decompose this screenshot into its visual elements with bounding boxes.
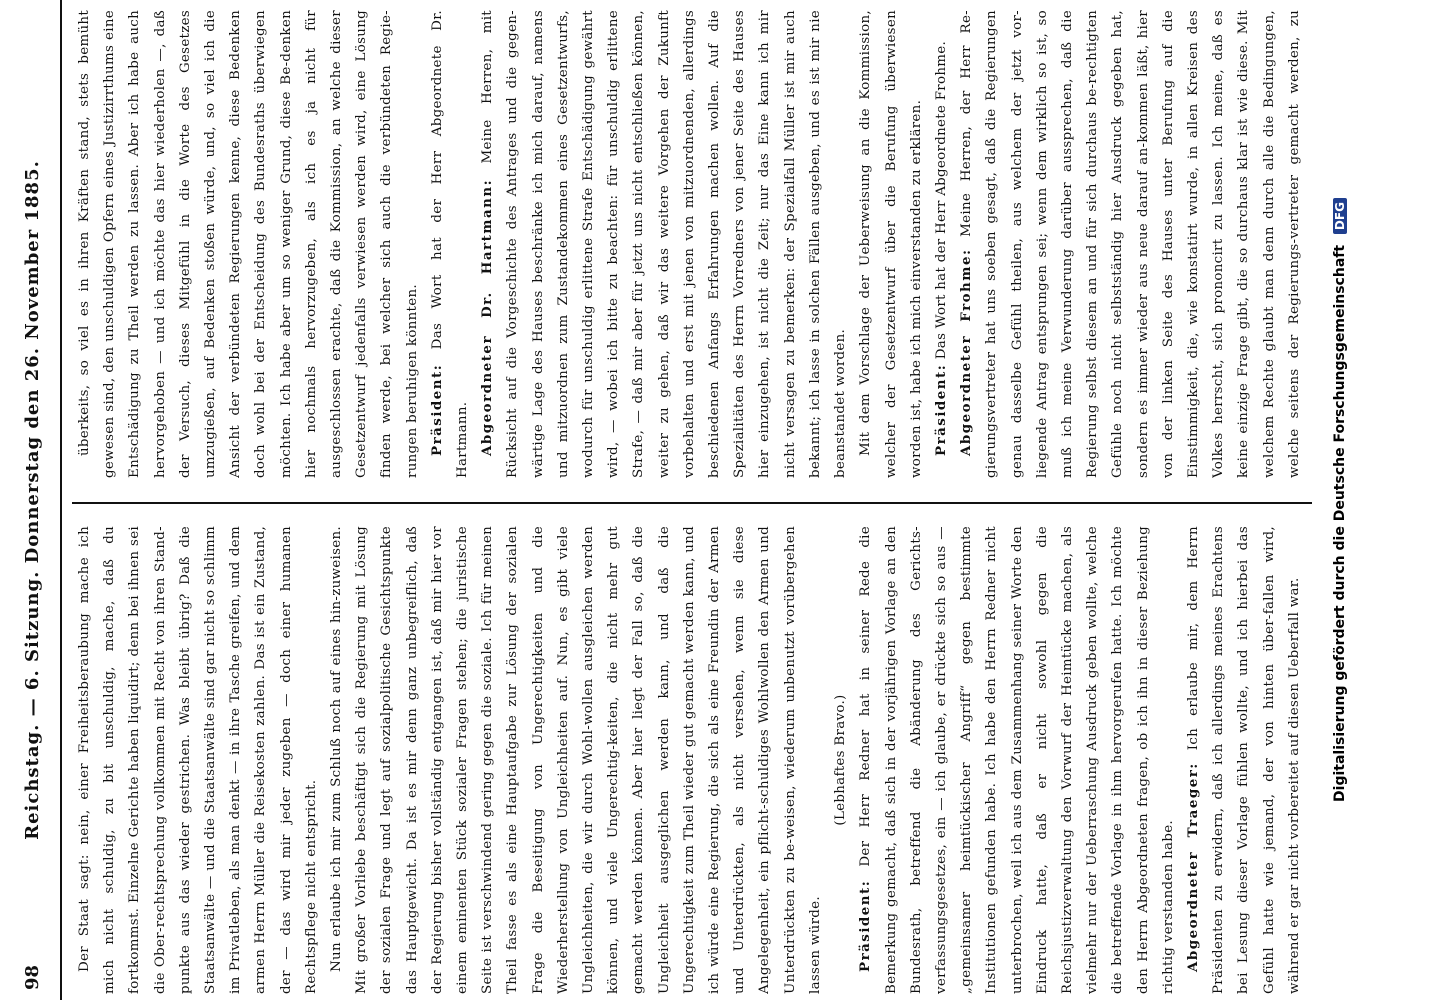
paragraph [475, 10, 853, 478]
paragraph-text: Nun erlaube ich mir zum Schluß noch auf eines hin-zuweisen. Mit großer Vorliebe beschäftigt sich die Regierung mit Lösung der sozialen Frage und legt auf sozialpolitische Gesichtspunkte das Hauptgewicht. Da ist es mir denn ganz unbegreiflich, daß der Regierung bisher vollständig entgangen ist, daß mir hier vor einem eminenten Stück sozialer Fragen stehen; die juristische Seite ist verschwindend gering gegen die soziale. Ich für meinen Theil fasse es als eine Hauptaufgabe zur Lösung der sozialen Frage die Beseitigung von Ungerechtigkeiten und die Wiederherstellung von Ungleichheiten auf. Nun, es gibt viele Ungleichheiten, die wir durch Wohl-wollen ausgleichen werden können, und viele Ungerechtig-keiten, die nicht mehr gut gemacht werden können. Aber hier liegt der Fall so, daß die Ungleichheit ausgeglichen werden kann, und daß die Ungerechtigkeit zum Theil wieder gut gemacht werden kann, und ich würde eine Regierung, die sich als eine Freundin der Armen und Unterdrückten, als nicht versehen, wenn sie diese Angelegenheit, ein pflicht-schuldiges Wohlwollen den Armen und Unterdrückten zu be-weisen, wiederum unbenutzt vorübergehen lassen würde. [329, 526, 823, 994]
dfg-logo: DFG [1333, 198, 1347, 234]
paragraph-text: (Lebhaftes Bravo.) [833, 694, 849, 826]
credit-text: Digitalisierung gefördert durch die Deutsche Forschungsgemeinschaft [1332, 244, 1348, 802]
paragraph-text: Ich erlaube mir, dem Herrn Präsidenten zu erwidern, daß ich allerdings meines Erachtens bei Lesung dieser Vorlage fühlen wollte, und ich hierbei das Gefühl hatte wie jemand, der von hinten über-fallen wird, während er gar nicht vorbereitet auf diesen Ueberfall war. [1185, 526, 1302, 994]
column-rule [72, 502, 1312, 504]
paragraph [954, 10, 1312, 478]
paragraph-text: Meine Herren, der Herr Re-gierungsvertreter hat uns soeben gesagt, daß die Regierungen genau dasselbe Gefühl theilen, aus welchem der jetzt vor-liegende Antrag entsprungen sei; wenn dem wirklich so ist, so muß ich meine Verwunderung darüber aussprechen, daß die Regierung selbst diesem an und für sich durchaus be-rechtigten Gefühle noch nicht selbstständig hier Ausdruck gegeben hat, sondern es immer wieder aus neue darauf an-kommen läßt, hier von der linken Seite des Hauses unter Berufung auf die Einstimmigkeit, die, wie konstatirt wurde, in allen Kreisen des Volkes herrscht, sich prononcirt zu lassen. Ich meine, daß es keine einzige Frage gibt, die so durchaus klar ist wie diese. Mit welchem Rechte glaubt man denn durch alle die Bedingungen, welche seitens der Regierungs-vertreter gemacht werden, zu [959, 10, 1302, 478]
right-column [72, 10, 1312, 478]
paragraph [929, 10, 954, 478]
paragraph [72, 10, 425, 478]
speaker-name: Präsident: [857, 879, 874, 972]
paragraph-text: überkeits, so viel es in ihren Kräften stand, stets bemüht gewesen sind, den unschuldigen Opfern eines Justizirrthums eine Entschädigung zu Theil werden zu lassen. Aber ich habe auch hervorgehoben — und ich möchte das hier wiederholen —, daß der Versuch, dieses Mitgefühl in die Worte des Gesetzes umzugießen, auf Bedenken stoßen würde, und, so viel ich die Ansicht der verbündeten Regierungen kenne, diese Bedenken doch wohl bei der Entscheidung des Bundesraths überwiegen möchten. Ich habe aber um so weniger Grund, diese Be-denken hier nochmals hervorzugeben, als ich es ja nicht für ausgeschlossen erachte, daß die Kommission, an welche dieser Gesetzentwurf jedenfalls verwiesen werden wird, eine Lösung finden werde, bei welcher sich auch die verbündeten Regie-rungen beruhigen könnten. [77, 10, 420, 478]
speaker-name: Abgeordneter Frohme: [958, 248, 975, 456]
digitization-credit [1332, 0, 1348, 1000]
paragraph [828, 526, 853, 994]
left-column [72, 526, 1312, 994]
page-number: 98 [22, 964, 43, 990]
paragraph [72, 526, 324, 994]
paragraph-text: Meine Herren, mit Rücksicht auf die Vorgeschichte des Antrages und die gegen-wärtige Lage des Hauses beschränke ich mich darauf, namens und mitzuordnen zum Zustandekommen eines Gesetzentwurfs, wodurch für unschuldig erlittene Strafe Entschädigung gewährt wird, — wobei ich bitte zu beachten: für unschuldig erlittene Strafe, — daß mir aber für jetzt uns nicht entschließen können, weiter zu gehen, daß wir das weitere Vorgehen der Zukunft vorbehalten und erst mit jenen von mitzuordnenden, allerdings beschiedenen Anfangs Erfahrungen machen wollen. Auf die Spezialitäten des Herrn Vorredners von jener Seite des Hauses hier einzugehen, ist nicht die Zeit; nur das Eine kann ich mir nicht versagen zu bemerken: der Spezialfall Müller ist mir auch bekannt; ich lasse in solchen Fällen ausgeben, und es ist mir nie beanstandet worden. [480, 10, 849, 478]
speaker-name: Abgeordneter Traeger: [1184, 762, 1201, 972]
paragraph [324, 526, 828, 994]
speaker-name: Abgeordneter Dr. Hartmann: [479, 178, 496, 456]
paragraph [1307, 526, 1312, 994]
paragraph [853, 10, 929, 478]
running-title: Reichstag. — 6. Sitzung. Donnerstag den 26. November 1885. [22, 160, 43, 840]
running-head [22, 0, 52, 1000]
paragraph-text: Der Staat sagt: nein, einer Freiheitsberaubung mache ich mich nicht schuldig, zu bit unschuldig, mache, daß du fortkommst. Einzelne Gerichte haben liquidirt; denn bei ihnen sei die Ober-rechtsprechung vollkommen mit Recht von ihren Stand-punkte aus das wieder gestrichen. Was bleibt übrig? Daß die Staatsanwälte — und die Staatsanwälte sind gar nicht so schlimm im Privatleben, als man denkt — in ihre Tasche greifen, und dem armen Herrn Müller die Reisekosten zahlen. Das ist ein Zustand, der — das wird mir jeder zugeben — doch einer humanen Rechtspflege nicht entspricht. [77, 526, 319, 994]
header-rule [60, 0, 62, 1000]
paragraph [1181, 526, 1307, 994]
speaker-name: Präsident: [932, 363, 949, 456]
paragraph-text: Das Wort hat der Herr Abgeordnete Frohme. [933, 40, 949, 360]
paragraph [425, 10, 475, 478]
paragraph-text: Der Herr Redner hat in seiner Rede die Bemerkung gemacht, daß sich in der vorjährigen Vorlage an den Bundesrath, betreffend die Abänderung des Gerichts-verfassungsgesetzes, ein — ich glaube, er drückte sich so aus — „gemeinsamer heimtückischer Angriff“ gegen bestimmte Institutionen gefunden habe. Ich habe den Herrn Redner nicht unterbrochen, weil ich aus dem Zusammenhang seiner Worte den Eindruck hatte, daß er nicht sowohl gegen die Reichsjustizverwaltung den Vorwurf der Heimtücke machen, als vielmehr nur der Ueberraschung Ausdruck geben wollte, welche die betreffende Vorlage in ihm hervorgerufen hatte. Ich möchte den Herrn Abgeordneten fragen, ob ich ihn in dieser Beziehung richtig verstanden habe. [858, 526, 1176, 994]
paragraph-text: Mit dem Vorschlage der Ueberweisung an die Kommission, welcher der Gesetzentwurf über die Berufung überwiesen worden ist, habe ich mich einverstanden zu erklären. [858, 10, 924, 478]
paragraph-text: Das Wort hat der Herr Abgeordnete Dr. Hartmann. [429, 10, 471, 478]
paragraph [853, 526, 1181, 994]
speaker-name: Präsident: [428, 363, 445, 456]
